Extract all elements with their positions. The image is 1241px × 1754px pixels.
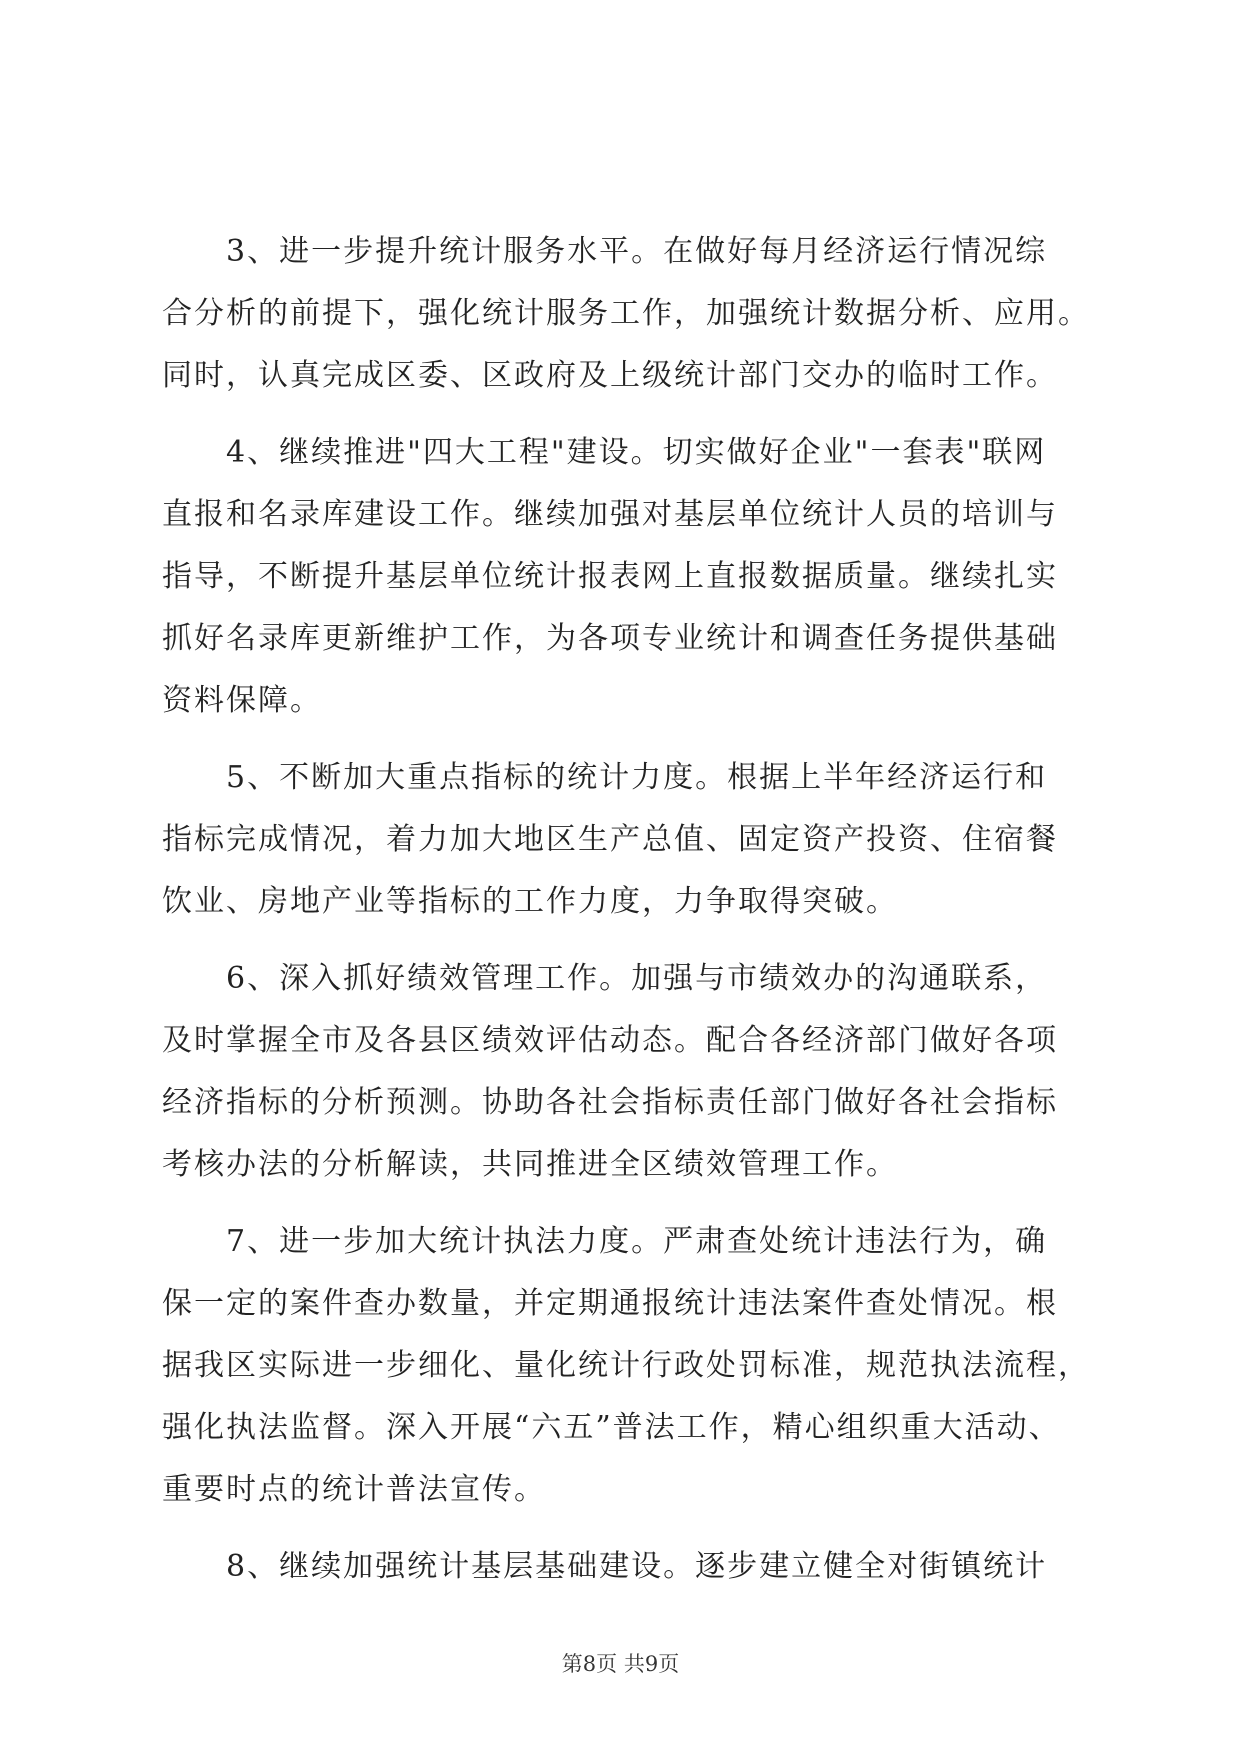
text-line: 3、进一步提升统计服务水平。在做好每月经济运行情况综 (162, 234, 1048, 269)
text-line: 6、深入抓好绩效管理工作。加强与市绩效办的沟通联系， (162, 961, 1048, 996)
text-line: 考核办法的分析解读，共同推进全区绩效管理工作。 (162, 1147, 898, 1182)
text-line: 直报和名录库建设工作。继续加强对基层单位统计人员的培训与 (162, 497, 1058, 532)
text-line: 指标完成情况，着力加大地区生产总值、固定资产投资、住宿餐 (162, 822, 1058, 857)
text-line: 8、继续加强统计基层基础建设。逐步建立健全对街镇统计 (162, 1549, 1048, 1584)
text-line: 7、进一步加大统计执法力度。严肃查处统计违法行为，确 (162, 1224, 1048, 1259)
text-line: 经济指标的分析预测。协助各社会指标责任部门做好各社会指标 (162, 1085, 1058, 1120)
text-line: 重要时点的统计普法宣传。 (162, 1472, 546, 1507)
text-line: 同时，认真完成区委、区政府及上级统计部门交办的临时工作。 (162, 358, 1058, 393)
text-line: 抓好名录库更新维护工作，为各项专业统计和调查任务提供基础 (162, 621, 1058, 656)
text-line: 4、继续推进"四大工程"建设。切实做好企业"一套表"联网 (162, 435, 1047, 470)
text-line: 合分析的前提下，强化统计服务工作，加强统计数据分析、应用。 (162, 296, 1090, 331)
page-footer: 第8页 共9页 (561, 1652, 680, 1676)
text-line: 及时掌握全市及各县区绩效评估动态。配合各经济部门做好各项 (162, 1023, 1058, 1058)
text-line: 保一定的案件查办数量，并定期通报统计违法案件查处情况。根 (162, 1286, 1058, 1321)
text-line: 5、不断加大重点指标的统计力度。根据上半年经济运行和 (162, 760, 1048, 795)
text-line: 资料保障。 (162, 683, 322, 718)
text-line: 指导，不断提升基层单位统计报表网上直报数据质量。继续扎实 (162, 559, 1058, 594)
text-line: 饮业、房地产业等指标的工作力度，力争取得突破。 (162, 884, 898, 919)
text-line: 强化执法监督。深入开展“六五”普法工作，精心组织重大活动、 (162, 1410, 1061, 1445)
text-line: 据我区实际进一步细化、量化统计行政处罚标准，规范执法流程， (162, 1348, 1090, 1383)
